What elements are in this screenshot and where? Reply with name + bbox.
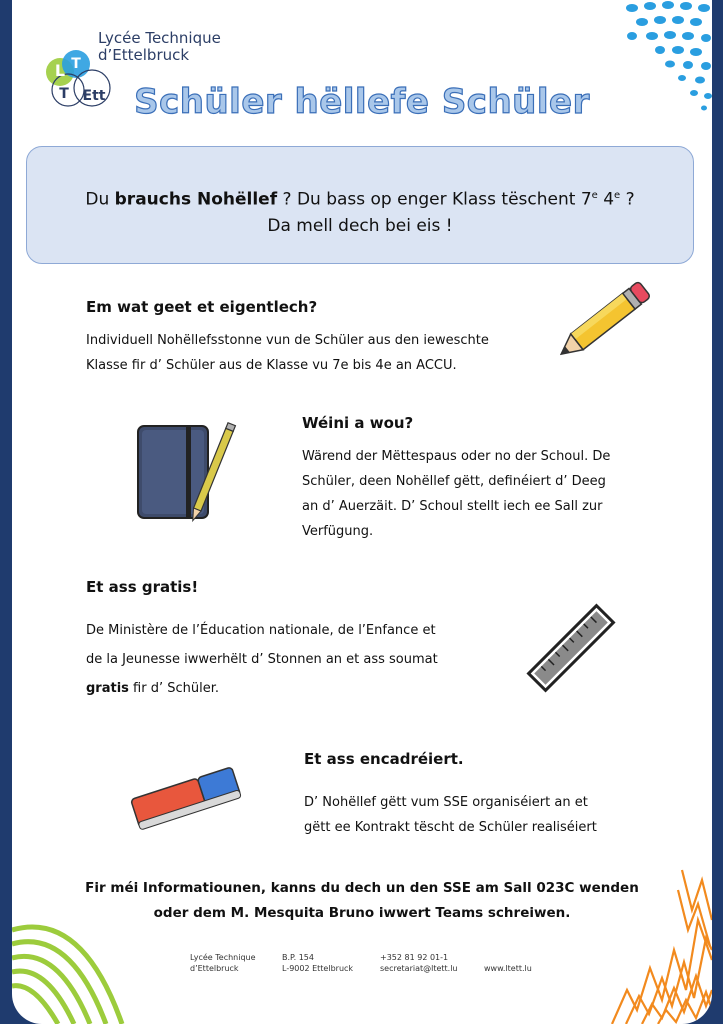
banner-bold-text: brauchs Nohëllef xyxy=(114,189,278,210)
section-supervised-title: Et ass encadréiert. xyxy=(304,750,464,768)
section-supervised-line: D’ Nohëllef gëtt vum SSE organiséiert an et xyxy=(304,795,588,810)
contact-line2: oder dem M. Mesquita Bruno iwwert Teams schreiwen. xyxy=(153,905,571,921)
section-what-line: Klasse fir d’ Schüler aus de Klasse vu 7e bis 4e an ACCU. xyxy=(86,358,457,373)
school-name-line1: Lycée Technique xyxy=(98,29,221,47)
footer-contact xyxy=(380,952,458,974)
section-free-line-rest: fir d’ Schüler. xyxy=(128,681,219,696)
eraser-icon xyxy=(122,750,252,840)
banner-text: ? Du bass op enger Klass tëschent 7 xyxy=(277,189,592,210)
section-where-text xyxy=(302,444,610,544)
section-free-line xyxy=(86,674,438,703)
section-free-line: De Ministère de l’Éducation nationale, de l’Enfance et xyxy=(86,623,436,638)
footer-phone: +352 81 92 01-1 xyxy=(380,953,449,962)
banner-text: 4 xyxy=(597,189,615,210)
footer-school-name xyxy=(190,952,256,974)
section-where-line: an d’ Auerzäit. D’ Schoul stellt iech ee Sall zur xyxy=(302,499,603,514)
contact-info xyxy=(12,876,712,926)
section-where-line: Wärend der Mëttespaus oder no der Schoul. De xyxy=(302,449,611,464)
svg-text:Ett: Ett xyxy=(82,88,106,104)
banner-superscript: e xyxy=(591,190,598,201)
section-what-text xyxy=(86,328,489,378)
flyer-page xyxy=(12,0,712,1024)
section-free-text xyxy=(86,616,438,703)
page-title: Schüler hëllefe Schüler xyxy=(134,82,590,122)
school-name xyxy=(98,30,221,64)
footer-email-link[interactable]: secretariat@ltett.lu xyxy=(380,964,458,973)
banner-text: Du xyxy=(85,189,115,210)
pencil-icon xyxy=(560,268,660,364)
section-free-title: Et ass gratis! xyxy=(86,578,199,596)
notebook-icon xyxy=(130,418,240,530)
footer-address xyxy=(282,952,353,974)
footer-text: Lycée Technique xyxy=(190,953,256,962)
banner-line1 xyxy=(27,183,693,213)
section-where-line: Schüler, deen Nohëllef gëtt, definéiert d’ Deeg xyxy=(302,474,606,489)
banner-text: ? xyxy=(620,189,635,210)
section-supervised-text xyxy=(304,790,597,840)
section-where-line: Verfügung. xyxy=(302,524,374,539)
gratis-bold-text: gratis xyxy=(86,681,129,696)
svg-text:T: T xyxy=(59,86,69,102)
banner-line2: Da mell dech bei eis ! xyxy=(267,215,453,236)
contact-line1: Fir méi Informatiounen, kanns du dech un den SSE am Sall 023C wenden xyxy=(85,880,639,896)
section-free-line: de la Jeunesse iwwerhëlt d’ Stonnen an et ass soumat xyxy=(86,652,438,667)
school-name-line2: d’Ettelbruck xyxy=(98,46,190,64)
intro-banner xyxy=(26,146,694,264)
footer-text: B.P. 154 xyxy=(282,953,314,962)
section-what-line: Individuell Nohëllefsstonne vun de Schüler aus den ieweschte xyxy=(86,333,489,348)
section-what-title: Em wat geet et eigentlech? xyxy=(86,298,318,316)
ruler-icon xyxy=(526,598,616,698)
section-where-title: Wéini a wou? xyxy=(302,414,414,432)
footer-text: d’Ettelbruck xyxy=(190,964,239,973)
banner-superscript: e xyxy=(614,190,621,201)
footer-text: L-9002 Ettelbruck xyxy=(282,964,354,973)
footer-website-link[interactable]: www.ltett.lu xyxy=(484,964,532,973)
section-supervised-line: gëtt ee Kontrakt tëscht de Schüler realiséiert xyxy=(304,820,597,835)
svg-text:L: L xyxy=(54,61,66,80)
svg-text:T: T xyxy=(71,56,81,72)
